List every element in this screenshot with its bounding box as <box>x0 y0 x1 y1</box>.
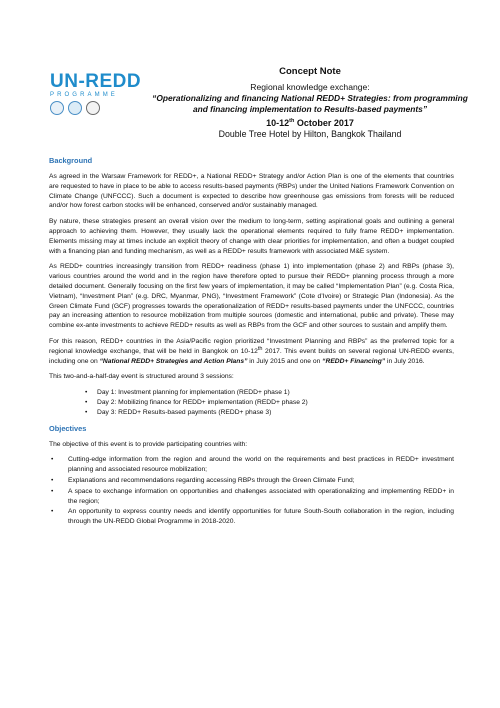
p4-sup: th <box>257 345 263 352</box>
event-line: Regional knowledge exchange: <box>250 82 370 92</box>
date-days: 10-12 <box>266 118 290 128</box>
logo-brand: UN-REDD <box>50 71 142 92</box>
background-paragraph-1: As agreed in the Warsaw Framework for REDD+, a National REDD+ Strategy and/or Action Plan is one of the elements that countries are requested to have in place to be able to access results-based payments (RBPs) under the United Nations Framework Convention on Climate Change (UNFCCC). Such a document is expected to describe how greenhouse gas emissions from forests will be reduced and/or how forest carbon stocks will be enhanced, conserved and/or sustainably managed. <box>49 173 454 210</box>
document-body <box>49 156 454 528</box>
event-date <box>150 117 470 129</box>
objective-item-4: • An opportunity to express country needs and identify opportunities for future South-South collaboration in the region, including through the UN-REDD Global Programme in 2018-2020. <box>68 507 454 527</box>
logo-subtitle: PROGRAMME <box>50 92 118 98</box>
un-environment-icon <box>86 101 100 115</box>
objective-item-3: • A space to exchange information on opportunities and challenges associated with operationalizing and implementing REDD+ in the region; <box>68 487 454 507</box>
objective-item-1: • Cutting-edge information from the region and around the world on the requirements and best practices in REDD+ investment planning and associated resource mobilization; <box>68 455 454 475</box>
event-venue: Double Tree Hotel by Hilton, Bangkok Thailand <box>218 129 402 139</box>
event-title: “Operationalizing and financing National REDD+ Strategies: from programming and financing implementation to Results-based payments” <box>152 93 468 114</box>
background-heading: Background <box>49 156 93 165</box>
document-header <box>150 66 470 140</box>
undp-icon <box>68 101 82 115</box>
objectives-intro: The objective of this event is to provide participating countries with: <box>49 440 248 448</box>
list-item-day-2: • Day 2: Mobilizing finance for REDD+ implementation (REDD+ phase 2) <box>97 398 454 408</box>
background-paragraph-5: This two-and-a-half-day event is structured around 3 sessions: <box>49 373 234 381</box>
doc-type-title: Concept Note <box>279 66 341 77</box>
p4-part-a: For this reason, REDD+ countries in the Asia/Pacific region prioritized “Investment Planning and RBPs” as the preferred topic for a regional knowledge exchange, that will be held in Bangkok on 10-12 <box>49 337 454 355</box>
date-sup: th <box>289 118 295 124</box>
list-item-day-3: • Day 3: REDD+ Results-based payments (REDD+ phase 3) <box>97 408 454 418</box>
background-paragraph-3: As REDD+ countries increasingly transition from REDD+ readiness (phase 1) into implementation (phase 2) and RBPs (phase 3), various countries around the world and in the region have therefore opted to pursue their REDD+ planning process through a more detailed document. Generally focusing on the first few years of implementation, it may be called “Implementation Plan” (e.g. Costa Rica, Vietnam), “Investment Plan” (e.g. DRC, Myanmar, PNG), “Investment Framework” (Cote d’Ivoire) or Strategic Plan (Indonesia). As the Green Climate Fund (GCF) progresses towards the operationalization of REDD+ results-based payments under the UNFCCC, countries pay an increasing attention to resource mobilization from multiple sources (domestic and international, public and private). These may combine ex-ante investments to achieve REDD+ results as well as RBPs from the GCF and other sources to sustain and amplify them. <box>49 263 454 330</box>
p4-emphasis-1: “National REDD+ Strategies and Action Plans” <box>99 357 248 365</box>
objectives-heading: Objectives <box>49 423 87 433</box>
background-paragraph-2: By nature, these strategies present an overall vision over the medium to long-term, setting aspirational goals and outlining a general approach to achieving them. However, they usually lack the operational elements required to fully frame REDD+ implementation. Elements missing may at times include an explicit theory of change with clear priorities for implementation, and often a budget coupled with a financing plan and funding mechanism, as well as a REDD+ results framework with associated M&E system. <box>49 218 454 255</box>
session-days-list <box>49 388 454 417</box>
partner-logos <box>50 101 162 115</box>
p4-part-c: in July 2015 and one on <box>247 357 323 365</box>
date-month: October 2017 <box>294 118 354 128</box>
un-redd-logo <box>50 72 162 132</box>
fao-emblem-icon <box>50 101 64 115</box>
list-item-day-1: • Day 1: Investment planning for implementation (REDD+ phase 1) <box>97 388 454 398</box>
objective-item-2: • Explanations and recommendations regarding accessing RBPs through the Green Climate Fund; <box>68 476 454 486</box>
objectives-list <box>49 455 454 527</box>
p4-part-b: 2017. This event builds on several regional UN-REDD events, including one on <box>49 347 454 365</box>
background-paragraph-4 <box>49 337 454 366</box>
p4-emphasis-2: “REDD+ Financing” <box>322 357 386 365</box>
p4-part-d: in July 2016. <box>385 357 425 365</box>
